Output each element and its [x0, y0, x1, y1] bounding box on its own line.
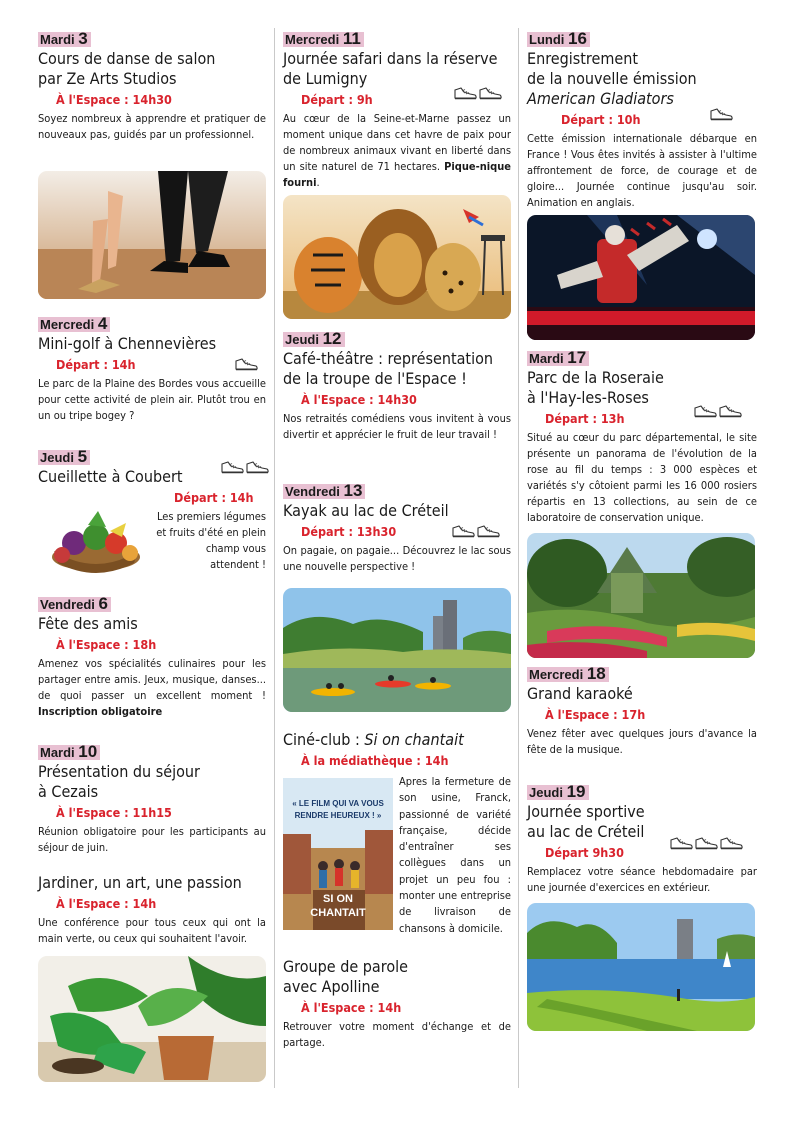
event-title: Café-théâtre : représentation: [283, 349, 493, 368]
difficulty-shoes: [234, 357, 258, 371]
event-date: Mercredi 11: [283, 31, 511, 48]
event-date: Vendredi 6: [38, 596, 266, 613]
event-mercredi-18: [527, 666, 757, 758]
shoe-icon: [718, 404, 742, 418]
event-title-line2: avec Apolline: [283, 977, 380, 996]
safari-photo: [283, 195, 511, 319]
event-title: Enregistrement: [527, 49, 638, 68]
event-date: Jeudi 19: [527, 784, 757, 801]
shoe-icon: [453, 86, 477, 100]
event-title-line2: par Ze Arts Studios: [38, 69, 177, 88]
event-title: Groupe de parole: [283, 957, 408, 976]
event-mardi-3: [38, 31, 266, 143]
event-description: Une conférence pour tous ceux qui ont la main verte, ou ceux qui souhaitent l'avoir.: [38, 916, 266, 945]
event-description: Retrouver votre moment d'échange et de partage.: [283, 1020, 511, 1049]
event-time: Départ : 14h: [56, 357, 136, 372]
event-jeudi-5-body: [156, 486, 266, 573]
event-description: Au cœur de la Seine-et-Marne passez un moment unique dans cet havre de paix pour de nombreux animaux vivant en liberté dans un site naturel de 71 hectares. Pique-nique fourni.: [283, 112, 511, 189]
event-time: À l'Espace : 14h30: [301, 392, 417, 407]
event-time: Départ : 13h30: [301, 524, 397, 539]
event-date: Mercredi 4: [38, 316, 266, 333]
event-mardi-10: [38, 744, 266, 856]
shoe-icon: [719, 836, 743, 850]
event-date: Mardi 10: [38, 744, 266, 761]
event-description: Le parc de la Plaine des Bordes vous accueille pour cette activité de plein air. Plutôt trou en un ou tripe bogey ?: [38, 377, 267, 422]
gladiators-photo: [527, 215, 755, 340]
event-description: On pagaie, on pagaie... Découvrez le lac sous une nouvelle perspective !: [283, 544, 511, 573]
event-jeudi-12: [283, 331, 511, 443]
roseraie-photo: [527, 533, 755, 658]
event-title-line2: à Cezais: [38, 782, 99, 801]
event-time: À la médiathèque : 14h: [301, 753, 449, 768]
difficulty-shoes: [669, 836, 743, 850]
event-title: Cours de danse de salon: [38, 49, 216, 68]
event-title: Mini-golf à Chennevières: [38, 334, 217, 353]
event-title: Présentation du séjour: [38, 762, 200, 781]
movie-poster: [283, 778, 393, 930]
dance-photo: [38, 171, 266, 299]
shoe-icon: [220, 460, 244, 474]
difficulty-shoes: [451, 524, 500, 538]
shoe-icon: [245, 460, 269, 474]
event-vendredi-6: [38, 596, 266, 720]
event-description: Les premiers légumes et fruits d'été en plein champ vous attendent !: [156, 510, 266, 571]
event-title-line3: American Gladiators: [527, 89, 674, 108]
event-title-line2: au lac de Créteil: [527, 822, 645, 841]
event-date: Mercredi 18: [527, 666, 757, 683]
event-title-line2: de la troupe de l'Espace !: [283, 369, 467, 388]
shoe-icon: [693, 404, 717, 418]
event-date: Jeudi 5: [38, 449, 266, 466]
event-date: Jeudi 12: [283, 331, 511, 348]
event-title-line2: de Lumigny: [283, 69, 368, 88]
event-description: Remplacez votre séance hebdomadaire par une journée d'exercices en extérieur.: [527, 865, 757, 894]
shoe-icon: [476, 524, 500, 538]
lac-creteil-photo: [527, 903, 755, 1031]
event-title: Ciné-club : Si on chantait: [283, 730, 464, 749]
event-time: À l'Espace : 11h15: [56, 805, 172, 820]
column-divider-2: [518, 28, 519, 1088]
event-time: À l'Espace : 14h30: [56, 92, 172, 107]
event-title: Kayak au lac de Créteil: [283, 501, 449, 520]
difficulty-shoes: [220, 460, 269, 474]
event-cine-club: [283, 729, 511, 772]
shoe-icon: [694, 836, 718, 850]
event-description: Apres la fermeture de son usine, Franck, passionné de variété française, décide d'entraîner ses collègues dans un projet un peu fou : monter une entreprise de livraison de chansons à domicile.: [399, 775, 511, 935]
event-title: Grand karaoké: [527, 684, 633, 703]
event-mardi-17: [527, 350, 757, 526]
event-date: Vendredi 13: [283, 483, 511, 500]
event-title-line2: à l'Hay-les-Roses: [527, 388, 649, 407]
vegetable-basket-image: [40, 505, 152, 575]
event-description: Situé au cœur du parc départemental, le site présente un panorama de l'évolution de la rose au fil du temps : 3 000 espèces et variétés s'y côtoient parmi les 16 000 rosiers répartis en 13 collections, au sein de ce laboratoire de conservation unique.: [527, 431, 757, 524]
event-mercredi-11: [283, 31, 511, 191]
poster-title-line2: CHANTAIT: [310, 907, 366, 919]
event-title: Journée safari dans la réserve: [283, 49, 498, 68]
event-mercredi-4: [38, 316, 266, 424]
event-time: Départ : 13h: [545, 411, 625, 426]
event-description: Amenez vos spécialités culinaires pour les partager entre amis. Jeux, musique, danses... de quoi passer un excellent moment ! Inscription obligatoire: [38, 657, 266, 718]
difficulty-shoes: [709, 107, 733, 121]
event-time: À l'Espace : 17h: [545, 707, 646, 722]
shoe-icon: [478, 86, 502, 100]
gardening-photo: [38, 956, 266, 1082]
event-title: Cueillette à Coubert: [38, 467, 183, 486]
shoe-icon: [709, 107, 733, 121]
event-title: Parc de la Roseraie: [527, 368, 664, 387]
kayak-photo: [283, 588, 511, 712]
event-time: À l'Espace : 14h: [56, 896, 157, 911]
event-time: Départ : 10h: [561, 112, 641, 127]
event-title: Journée sportive: [527, 802, 645, 821]
event-title: Jardiner, un art, une passion: [38, 873, 242, 892]
event-title-line2: de la nouvelle émission: [527, 69, 697, 88]
event-description: Nos retraités comédiens vous invitent à vous divertir et apprécier le fruit de leur travail !: [283, 412, 511, 441]
event-time: À l'Espace : 14h: [301, 1000, 402, 1015]
event-jardiner: [38, 872, 266, 947]
column-divider-1: [274, 28, 275, 1088]
event-description: Réunion obligatoire pour les participants au séjour de juin.: [38, 825, 266, 854]
poster-title-line1: SI ON: [323, 893, 353, 905]
event-description: Venez fêter avec quelques jours d'avance la fête de la musique.: [527, 727, 757, 756]
event-time: À l'Espace : 18h: [56, 637, 157, 652]
event-title: Fête des amis: [38, 614, 138, 633]
poster-tagline-line2: RENDRE HEUREUX ! »: [294, 811, 382, 820]
difficulty-shoes: [453, 86, 502, 100]
poster-tagline-line1: « LE FILM QUI VA VOUS: [292, 799, 384, 808]
event-time: Départ : 9h: [301, 92, 373, 107]
event-date: Lundi 16: [527, 31, 757, 48]
event-description: Soyez nombreux à apprendre et pratiquer de nouveaux pas, guidés par un professionnel.: [38, 112, 266, 141]
event-time: Départ : 14h: [174, 490, 254, 505]
event-description: Cette émission internationale débarque en France ! Vous êtes invités à assister à l'ultime affrontement de force, de courage et de gloire... Journée continue jusqu'au soir. Animation en anglais.: [527, 132, 757, 209]
shoe-icon: [669, 836, 693, 850]
cine-club-description: [399, 774, 511, 937]
event-date: Mardi 17: [527, 350, 757, 367]
shoe-icon: [234, 357, 258, 371]
event-date: Mardi 3: [38, 31, 266, 48]
shoe-icon: [451, 524, 475, 538]
event-time: Départ 9h30: [545, 845, 624, 860]
event-lundi-16: [527, 31, 757, 211]
difficulty-shoes: [693, 404, 742, 418]
event-groupe-parole: [283, 956, 511, 1051]
